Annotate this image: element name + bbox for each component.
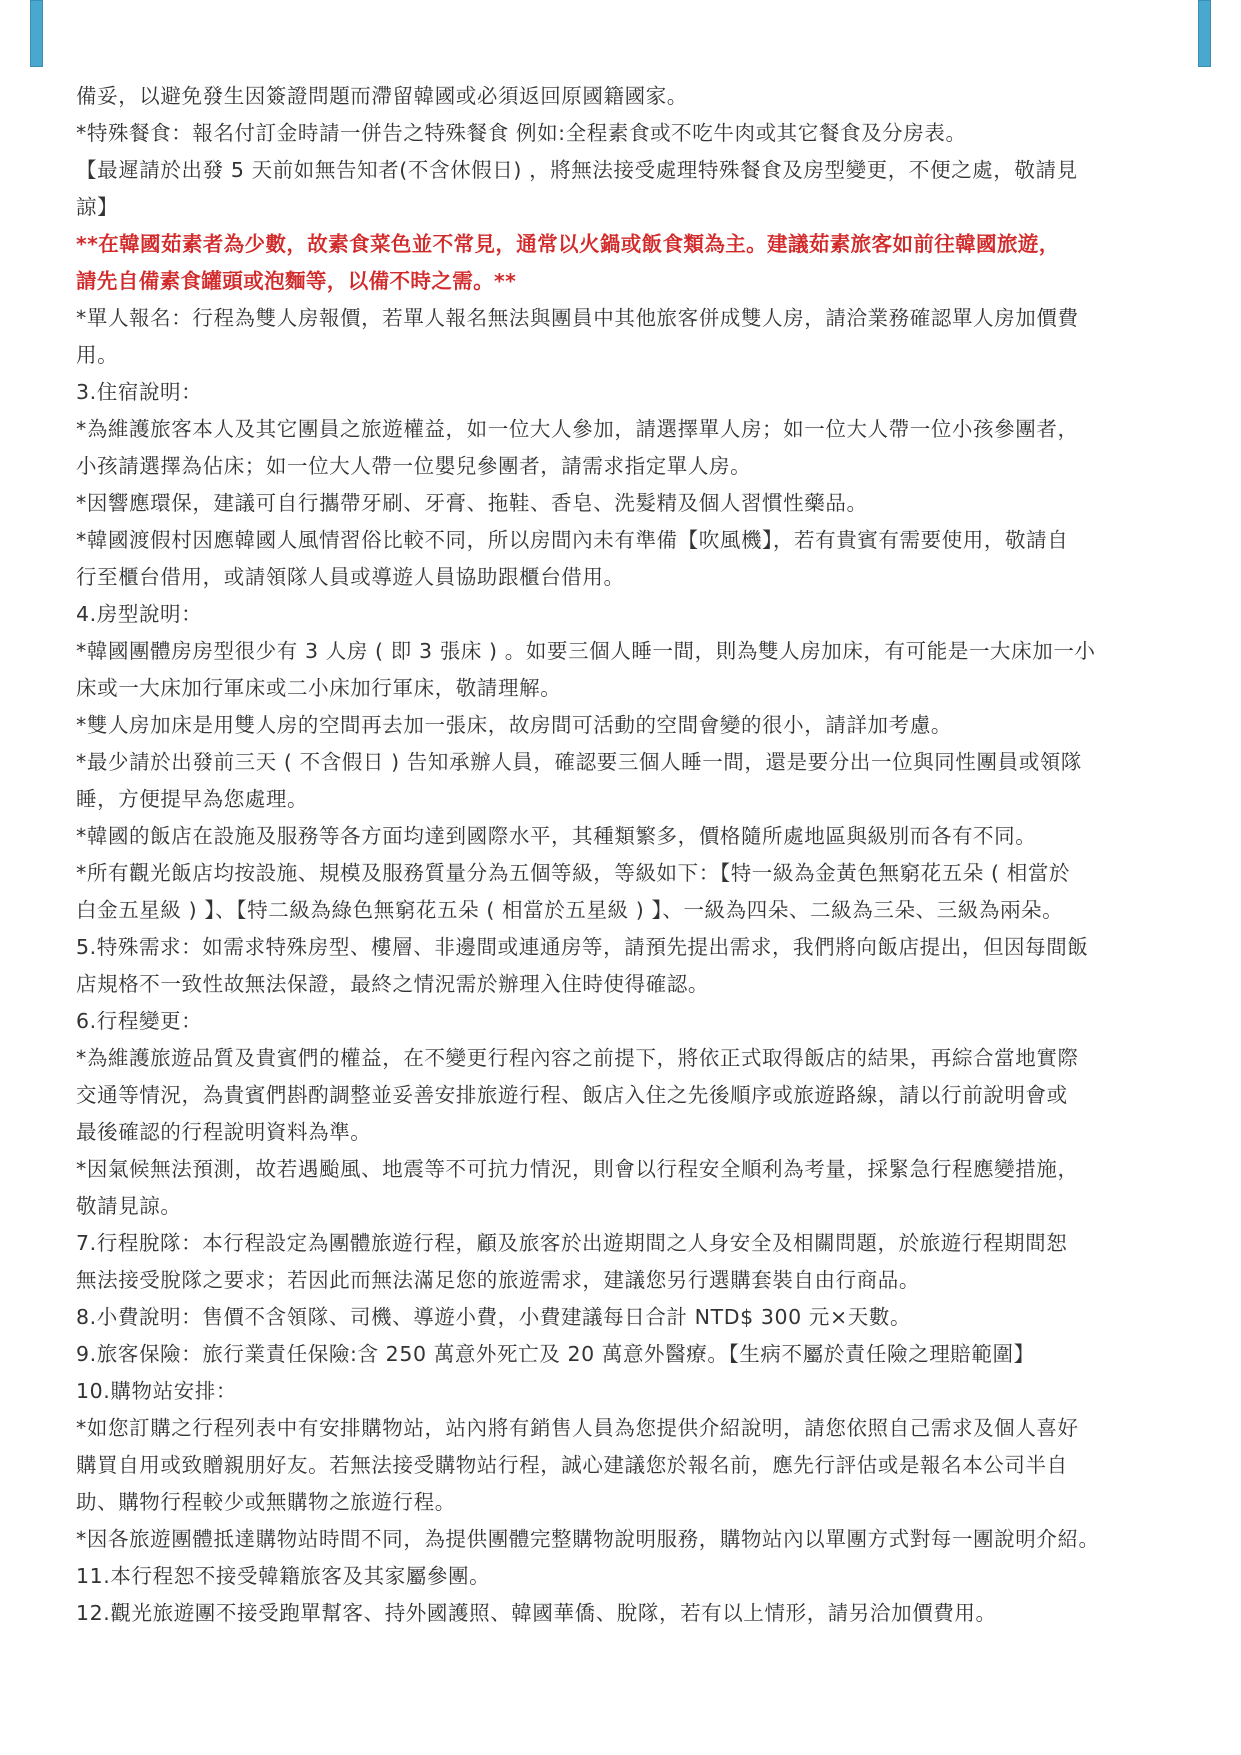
text-line: 7.行程脫隊：本行程設定為團體旅遊行程，顧及旅客於出遊期間之人身安全及相關問題，於旅遊行程期間恕 xyxy=(76,1231,1068,1255)
text-line: *所有觀光飯店均按設施、規模及服務質量分為五個等級，等級如下：【特一級為金黃色無窮花五朵 ( 相當於 xyxy=(76,861,1071,885)
text-line: 購買自用或致贈親朋好友。若無法接受購物站行程，誠心建議您於報名前，應先行評估或是報名本公司半自 xyxy=(76,1453,1068,1477)
text-line: *雙人房加床是用雙人房的空間再去加一張床，故房間可活動的空間會變的很小，請詳加考慮。 xyxy=(76,713,952,737)
left-edge-bar xyxy=(30,0,43,67)
text-line: 敬請見諒。 xyxy=(76,1194,182,1218)
text-line: *韓國團體房房型很少有 3 人房 ( 即 3 張床 ) 。如要三個人睡一間，則為雙人房加床，有可能是一大床加一小 xyxy=(76,639,1096,663)
text-line: 助、購物行程較少或無購物之旅遊行程。 xyxy=(76,1490,456,1514)
text-line: 11.本行程恕不接受韓籍旅客及其家屬參團。 xyxy=(76,1564,491,1588)
text-line: 4.房型說明： xyxy=(76,602,203,626)
text-line: *因各旅遊團體抵達購物站時間不同，為提供團體完整購物說明服務，購物站內以單團方式對每一團說明介紹。 xyxy=(76,1527,1100,1551)
text-line: 8.小費說明：售價不含領隊、司機、導遊小費，小費建議每日合計 NTD$ 300 元×天數。 xyxy=(76,1305,912,1329)
text-line: 用。 xyxy=(76,343,119,367)
text-line: 睡，方便提早為您處理。 xyxy=(76,787,309,811)
text-line: 9.旅客保險：旅行業責任保險:含 250 萬意外死亡及 20 萬意外醫療。【生病不屬於責任險之理賠範圍】 xyxy=(76,1342,1035,1366)
text-line: 交通等情況，為貴賓們斟酌調整並妥善安排旅遊行程、飯店入住之先後順序或旅遊路線，請以行前說明會或 xyxy=(76,1083,1068,1107)
right-edge-bar xyxy=(1198,0,1211,67)
text-line: 備妥，以避免發生因簽證問題而滯留韓國或必須返回原國籍國家。 xyxy=(76,84,688,108)
text-line: 3.住宿說明： xyxy=(76,380,203,404)
text-line: *為維護旅遊品質及貴賓們的權益，在不變更行程內容之前提下，將依正式取得飯店的結果，再綜合當地實際 xyxy=(76,1046,1079,1070)
highlight-line: **在韓國茹素者為少數，故素食菜色並不常見，通常以火鍋或飯食類為主。建議茹素旅客如前往韓國旅遊， xyxy=(76,232,1060,256)
text-line: 12.觀光旅遊團不接受跑單幫客、持外國護照、韓國華僑、脫隊，若有以上情形，請另洽加價費用。 xyxy=(76,1601,997,1625)
highlight-line: 請先自備素食罐頭或泡麵等，以備不時之需。** xyxy=(76,269,517,293)
text-line: *韓國的飯店在設施及服務等各方面均達到國際水平，其種類繁多，價格隨所處地區與級別而各有不同。 xyxy=(76,824,1037,848)
text-line: 【最遲請於出發 5 天前如無告知者(不含休假日) ，將無法接受處理特殊餐食及房型變更，不便之處，敬請見 xyxy=(76,158,1078,182)
text-line: 白金五星級 ) 】、【特二級為綠色無窮花五朵 ( 相當於五星級 ) 】、一級為四朵、二級為三朵、三級為兩朵。 xyxy=(76,898,1064,922)
text-line: 最後確認的行程說明資料為準。 xyxy=(76,1120,372,1144)
text-line: *韓國渡假村因應韓國人風情習俗比較不同，所以房間內未有準備【吹風機】，若有貴賓有需要使用，敬請自 xyxy=(76,528,1069,552)
text-line: *最少請於出發前三天 ( 不含假日 ) 告知承辦人員，確認要三個人睡一間，還是要分出一位與同性團員或領隊 xyxy=(76,750,1083,774)
text-line: *為維護旅客本人及其它團員之旅遊權益，如一位大人參加，請選擇單人房；如一位大人帶一位小孩參團者， xyxy=(76,417,1079,441)
text-line: *因氣候無法預測，故若遇颱風、地震等不可抗力情況，則會以行程安全順利為考量，採緊急行程應變措施， xyxy=(76,1157,1079,1181)
text-line: *單人報名：行程為雙人房報價，若單人報名無法與團員中其他旅客併成雙人房，請洽業務確認單人房加價費 xyxy=(76,306,1079,330)
text-line: *因響應環保，建議可自行攜帶牙刷、牙膏、拖鞋、香皂、洗髮精及個人習慣性藥品。 xyxy=(76,491,868,515)
text-line: 諒】 xyxy=(76,195,119,219)
text-line: *特殊餐食：報名付訂金時請一併告之特殊餐食 例如:全程素食或不吃牛肉或其它餐食及分房表。 xyxy=(76,121,967,145)
document-body xyxy=(76,78,1168,1632)
text-line: 床或一大床加行軍床或二小床加行軍床，敬請理解。 xyxy=(76,676,562,700)
text-line: 10.購物站安排： xyxy=(76,1379,238,1403)
text-line: 行至櫃台借用，或請領隊人員或導遊人員協助跟櫃台借用。 xyxy=(76,565,625,589)
text-line: *如您訂購之行程列表中有安排購物站，站內將有銷售人員為您提供介紹說明，請您依照自己需求及個人喜好 xyxy=(76,1416,1079,1440)
text-line: 店規格不一致性故無法保證，最終之情況需於辦理入住時使得確認。 xyxy=(76,972,709,996)
text-line: 5.特殊需求：如需求特殊房型、樓層、非邊間或連通房等，請預先提出需求，我們將向飯店提出，但因每間飯 xyxy=(76,935,1089,959)
text-line: 6.行程變更： xyxy=(76,1009,203,1033)
text-line: 小孩請選擇為佔床；如一位大人帶一位嬰兒參團者，請需求指定單人房。 xyxy=(76,454,752,478)
text-line: 無法接受脫隊之要求；若因此而無法滿足您的旅遊需求，建議您另行選購套裝自由行商品。 xyxy=(76,1268,920,1292)
